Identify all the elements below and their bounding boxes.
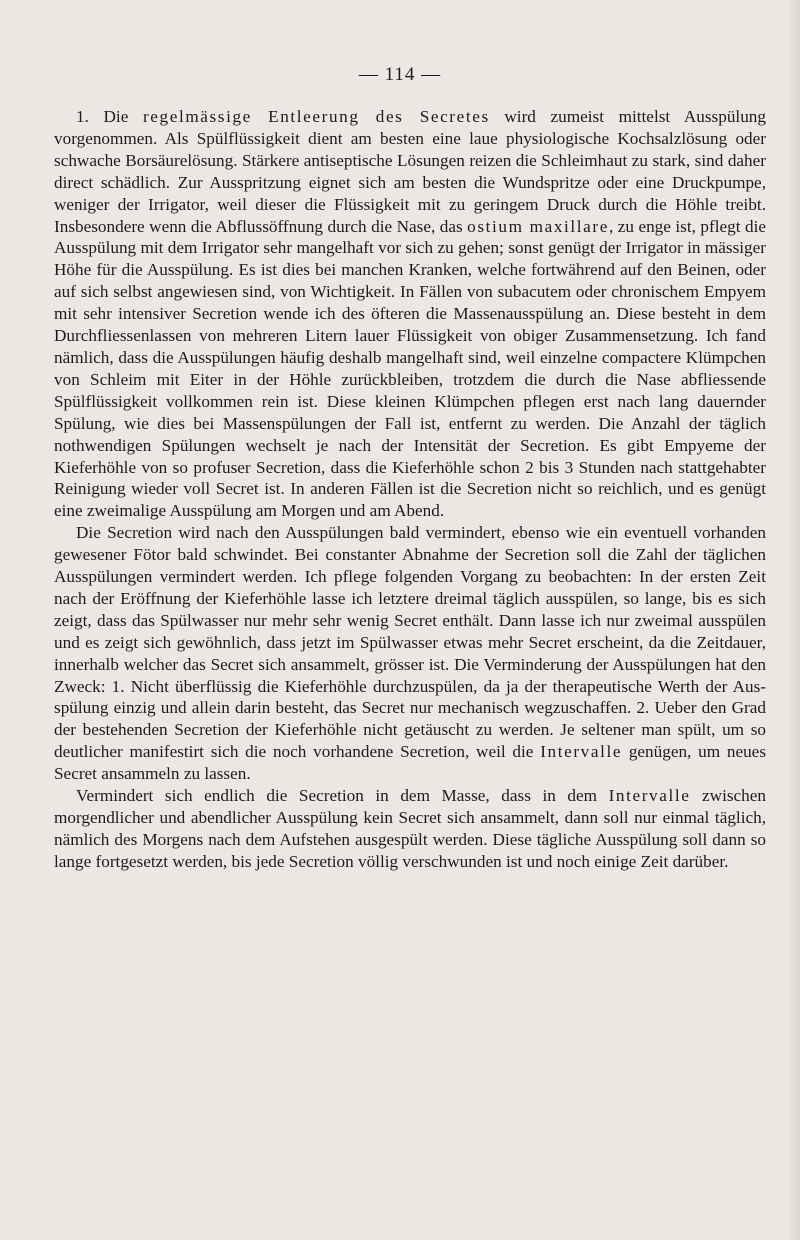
paragraph-1-text-a: wird zumeist mittelst Ausspülung vorgenommen. Als Spülflüssigkeit dient am besten eine laue physiologische Kochsalzlösung oder schwache Borsäurelösung. Stärkere antiseptische Lösungen reizen die Schleimhaut zu stark, sind daher direct schädlich. Zur Ausspritzung eignet sich am besten die Wundspritze oder eine Druckpumpe, weniger der Irrigator, weil dieser die Flüssigkeit mit zu geringem Druck durch die Höhle treibt. Insbesondere wenn die Abflussöffnung durch die Nase, das (54, 107, 766, 236)
paragraph-3-term: Intervalle (608, 786, 691, 806)
paragraph-2-term: Intervalle (540, 742, 623, 762)
paragraph-1 (54, 106, 766, 522)
paragraph-1-text-b: , zu enge ist, pflegt die Ausspülung mit dem Irrigator sehr mangelhaft vor sich zu gehen; sonst genügt der Irrigator in mässiger Höhe für die Ausspülung. Es ist dies bei manchen Kranken, welche fortwährend auf den Beinen, oder auf sich selbst angewiesen sind, von Wichtigkeit. In Fällen von subacutem oder chronischem Empyem mit sehr intensiver Secretion wende ich des öfteren die Massenausspülung an. Diese besteht in dem Durchfliessenlassen von mehreren Litern lauer Flüssigkeit von obiger Zusammensetzung. Ich fand nämlich, dass die Ausspülungen häufig deshalb mangelhaft sind, weil einzelne compactere Klümpchen von Schleim mit Eiter in der Höhle zurückbleiben, trotzdem die durch die Nase abfliessende Spülflüssigkeit vollkommen rein ist. Diese kleinen Klümpchen pflegen erst nach lang dauernder Spülung, wie dies bei Massenspülungen der Fall ist, entfernt zu werden. Die Anzahl der täglich nothwendigen Spülungen wechselt je nach der Intensität der Secretion. Es gibt Empyeme der Kieferhöhle von so profuser Secretion, dass die Kieferhöhle schon 2 bis 3 Stunden nach stattgehabter Reinigung wieder voll Secret ist. In anderen Fällen ist die Secretion nicht so reichlich, und es genügt eine zweimalige Ausspülung am Morgen und am Abend. (54, 216, 766, 521)
paragraph-1-term: ostium maxillare (467, 216, 609, 236)
paragraph-3-text-a: Vermindert sich endlich die Secretion in dem Masse, dass in dem (76, 786, 609, 806)
paragraph-2-text: Die Secretion wird nach den Ausspülungen bald vermindert, ebenso wie ein eventuell vorhanden gewesener Fötor bald schwindet. Bei constanter Abnahme der Secretion soll die Zahl der täglichen Ausspülungen vermindert werden. Ich pflege folgenden Vorgang zu beobachten: In der ersten Zeit nach der Eröffnung der Kieferhöhle lasse ich letztere dreimal täglich ausspülen, so lange, bis es sich zeigt, dass das Spülwasser nur mehr sehr wenig Secret enthält. Dann lasse ich nur zweimal ausspülen und es zeigt sich gewöhnlich, dass jetzt im Spülwasser etwas mehr Secret erscheint, da die Zeitdauer, innerhalb welcher das Secret sich ansammelt, grösser ist. Die Verminderung der Ausspülungen hat den Zweck: 1. Nicht überflüssig die Kieferhöhle durchzuspülen, da ja der therapeutische Werth der Ausspülung einzig und allein darin besteht, das Secret nur mechanisch wegzuschaffen. 2. Ueber den Grad der bestehenden Secretion der Kieferhöhle nicht getäuscht zu werden. Je seltener man spült, um so deutlicher manifestirt sich die noch vorhandene Secretion, weil die (54, 523, 766, 762)
paragraph-1-heading: regelmässige Entleerung des Secretes (142, 107, 490, 126)
paragraph-2 (54, 522, 766, 785)
paragraph-3-text-b: zwischen morgendlicher und abendlicher Ausspülung kein Secret sich ansammelt, dann soll nur einmal täglich, nämlich des Morgens nach dem Aufstehen ausgespült werden. Diese tägliche Ausspülung soll dann so lange fortgesetzt werden, bis jede Secretion völlig verschwunden ist und noch einige Zeit darüber. (54, 786, 766, 871)
page-number: — 114 — (358, 64, 442, 85)
paragraph-1-lead: 1. Die (76, 107, 143, 126)
paragraph-3 (54, 785, 766, 873)
page-edge-shadow (786, 0, 800, 1240)
body-text (54, 106, 766, 873)
paragraph-2-text-end: genügen, um neues Secret ansammeln zu lassen. (54, 742, 767, 784)
